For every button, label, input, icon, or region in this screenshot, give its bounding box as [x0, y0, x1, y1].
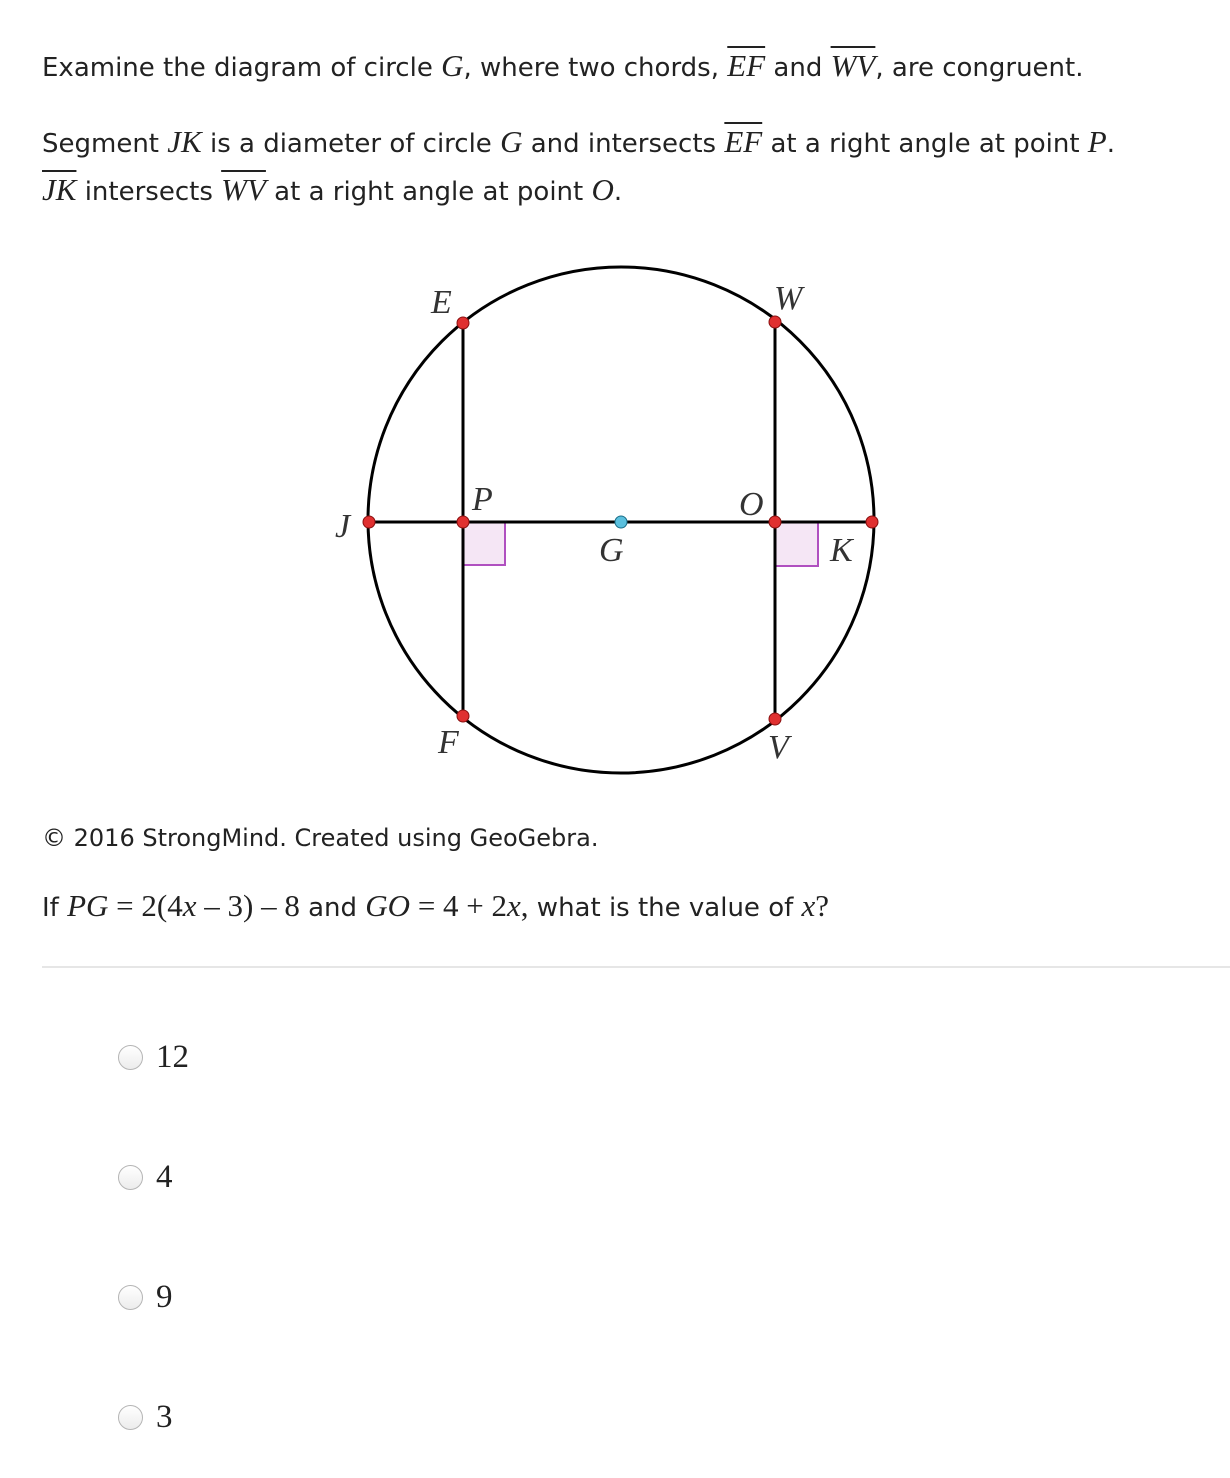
math-jk: JK [167, 124, 202, 159]
option-label: 12 [156, 1038, 189, 1075]
point-p [457, 516, 469, 528]
math-o: O [591, 172, 614, 207]
math-expression: , [520, 888, 529, 923]
divider [42, 966, 1230, 968]
answer-option-4[interactable] [118, 1397, 173, 1437]
math-go: GO [365, 888, 411, 923]
intro-paragraph-2 [42, 118, 1115, 168]
math-x: x [182, 888, 197, 923]
circle-diagram [300, 255, 920, 795]
answer-option-2[interactable] [118, 1157, 173, 1197]
answer-option-3[interactable] [118, 1277, 173, 1317]
text: at a right angle at point [762, 129, 1088, 159]
label-v: V [768, 729, 789, 766]
radio-button[interactable] [118, 1405, 143, 1430]
text: . [613, 177, 623, 207]
intro-paragraph-1 [42, 42, 1084, 92]
point-e [457, 317, 469, 329]
text: and [765, 53, 831, 83]
text: , where two chords, [463, 53, 728, 83]
math-pg: PG [67, 888, 109, 923]
copyright-note: © 2016 StrongMind. Created using GeoGebra. [42, 824, 599, 852]
answer-option-1[interactable] [118, 1037, 189, 1077]
math-x: x [507, 888, 521, 923]
math-expression: = 4 + 2 [410, 888, 508, 923]
label-f: F [438, 724, 459, 761]
label-e: E [431, 284, 452, 321]
right-angle-marker-o [775, 522, 818, 566]
radio-button[interactable] [118, 1285, 143, 1310]
radio-button[interactable] [118, 1045, 143, 1070]
text: If [42, 893, 68, 923]
point-o [769, 516, 781, 528]
text: intersects [76, 177, 222, 207]
point-v [769, 713, 781, 725]
text: Segment [42, 129, 168, 159]
intro-paragraph-3 [42, 166, 622, 216]
text: Examine the diagram of circle [42, 53, 442, 83]
point-j [363, 516, 375, 528]
text: is a diameter of circle [201, 129, 501, 159]
math-expression: – 3) – 8 [196, 888, 300, 923]
option-label: 3 [156, 1398, 173, 1435]
right-angle-marker-p [463, 522, 505, 565]
label-k: K [830, 532, 853, 569]
text: , are congruent. [875, 53, 1084, 83]
math-expression: = 2(4 [108, 888, 183, 923]
label-g: G [599, 532, 624, 569]
radio-button[interactable] [118, 1165, 143, 1190]
label-j: J [335, 508, 351, 545]
math-g: G [441, 48, 464, 83]
text: and [299, 893, 366, 923]
math-p: P [1087, 124, 1107, 159]
label-p: P [472, 481, 493, 518]
option-label: 9 [156, 1278, 173, 1315]
math-chord-wv: $\overline{WV}$ [221, 172, 266, 207]
point-w [769, 316, 781, 328]
math-chord-wv: $\overline{WV}$ [830, 48, 876, 83]
math-segment-jk: $\overline{JK}$ [42, 172, 77, 207]
label-w: W [774, 280, 803, 317]
math-x: x [801, 888, 816, 923]
question-prompt [42, 882, 829, 932]
point-g [615, 516, 627, 528]
text: and intersects [522, 129, 725, 159]
text: what is the value of [528, 893, 802, 923]
text: at a right angle at point [265, 177, 592, 207]
math-chord-ef: $\overline{EF}$ [724, 124, 763, 159]
math-expression: ? [815, 888, 830, 923]
label-o: O [739, 486, 764, 523]
option-label: 4 [156, 1158, 173, 1195]
point-k [866, 516, 878, 528]
math-g: G [500, 124, 523, 159]
text: . [1106, 129, 1115, 159]
math-chord-ef: $\overline{EF}$ [727, 48, 766, 83]
point-f [457, 710, 469, 722]
